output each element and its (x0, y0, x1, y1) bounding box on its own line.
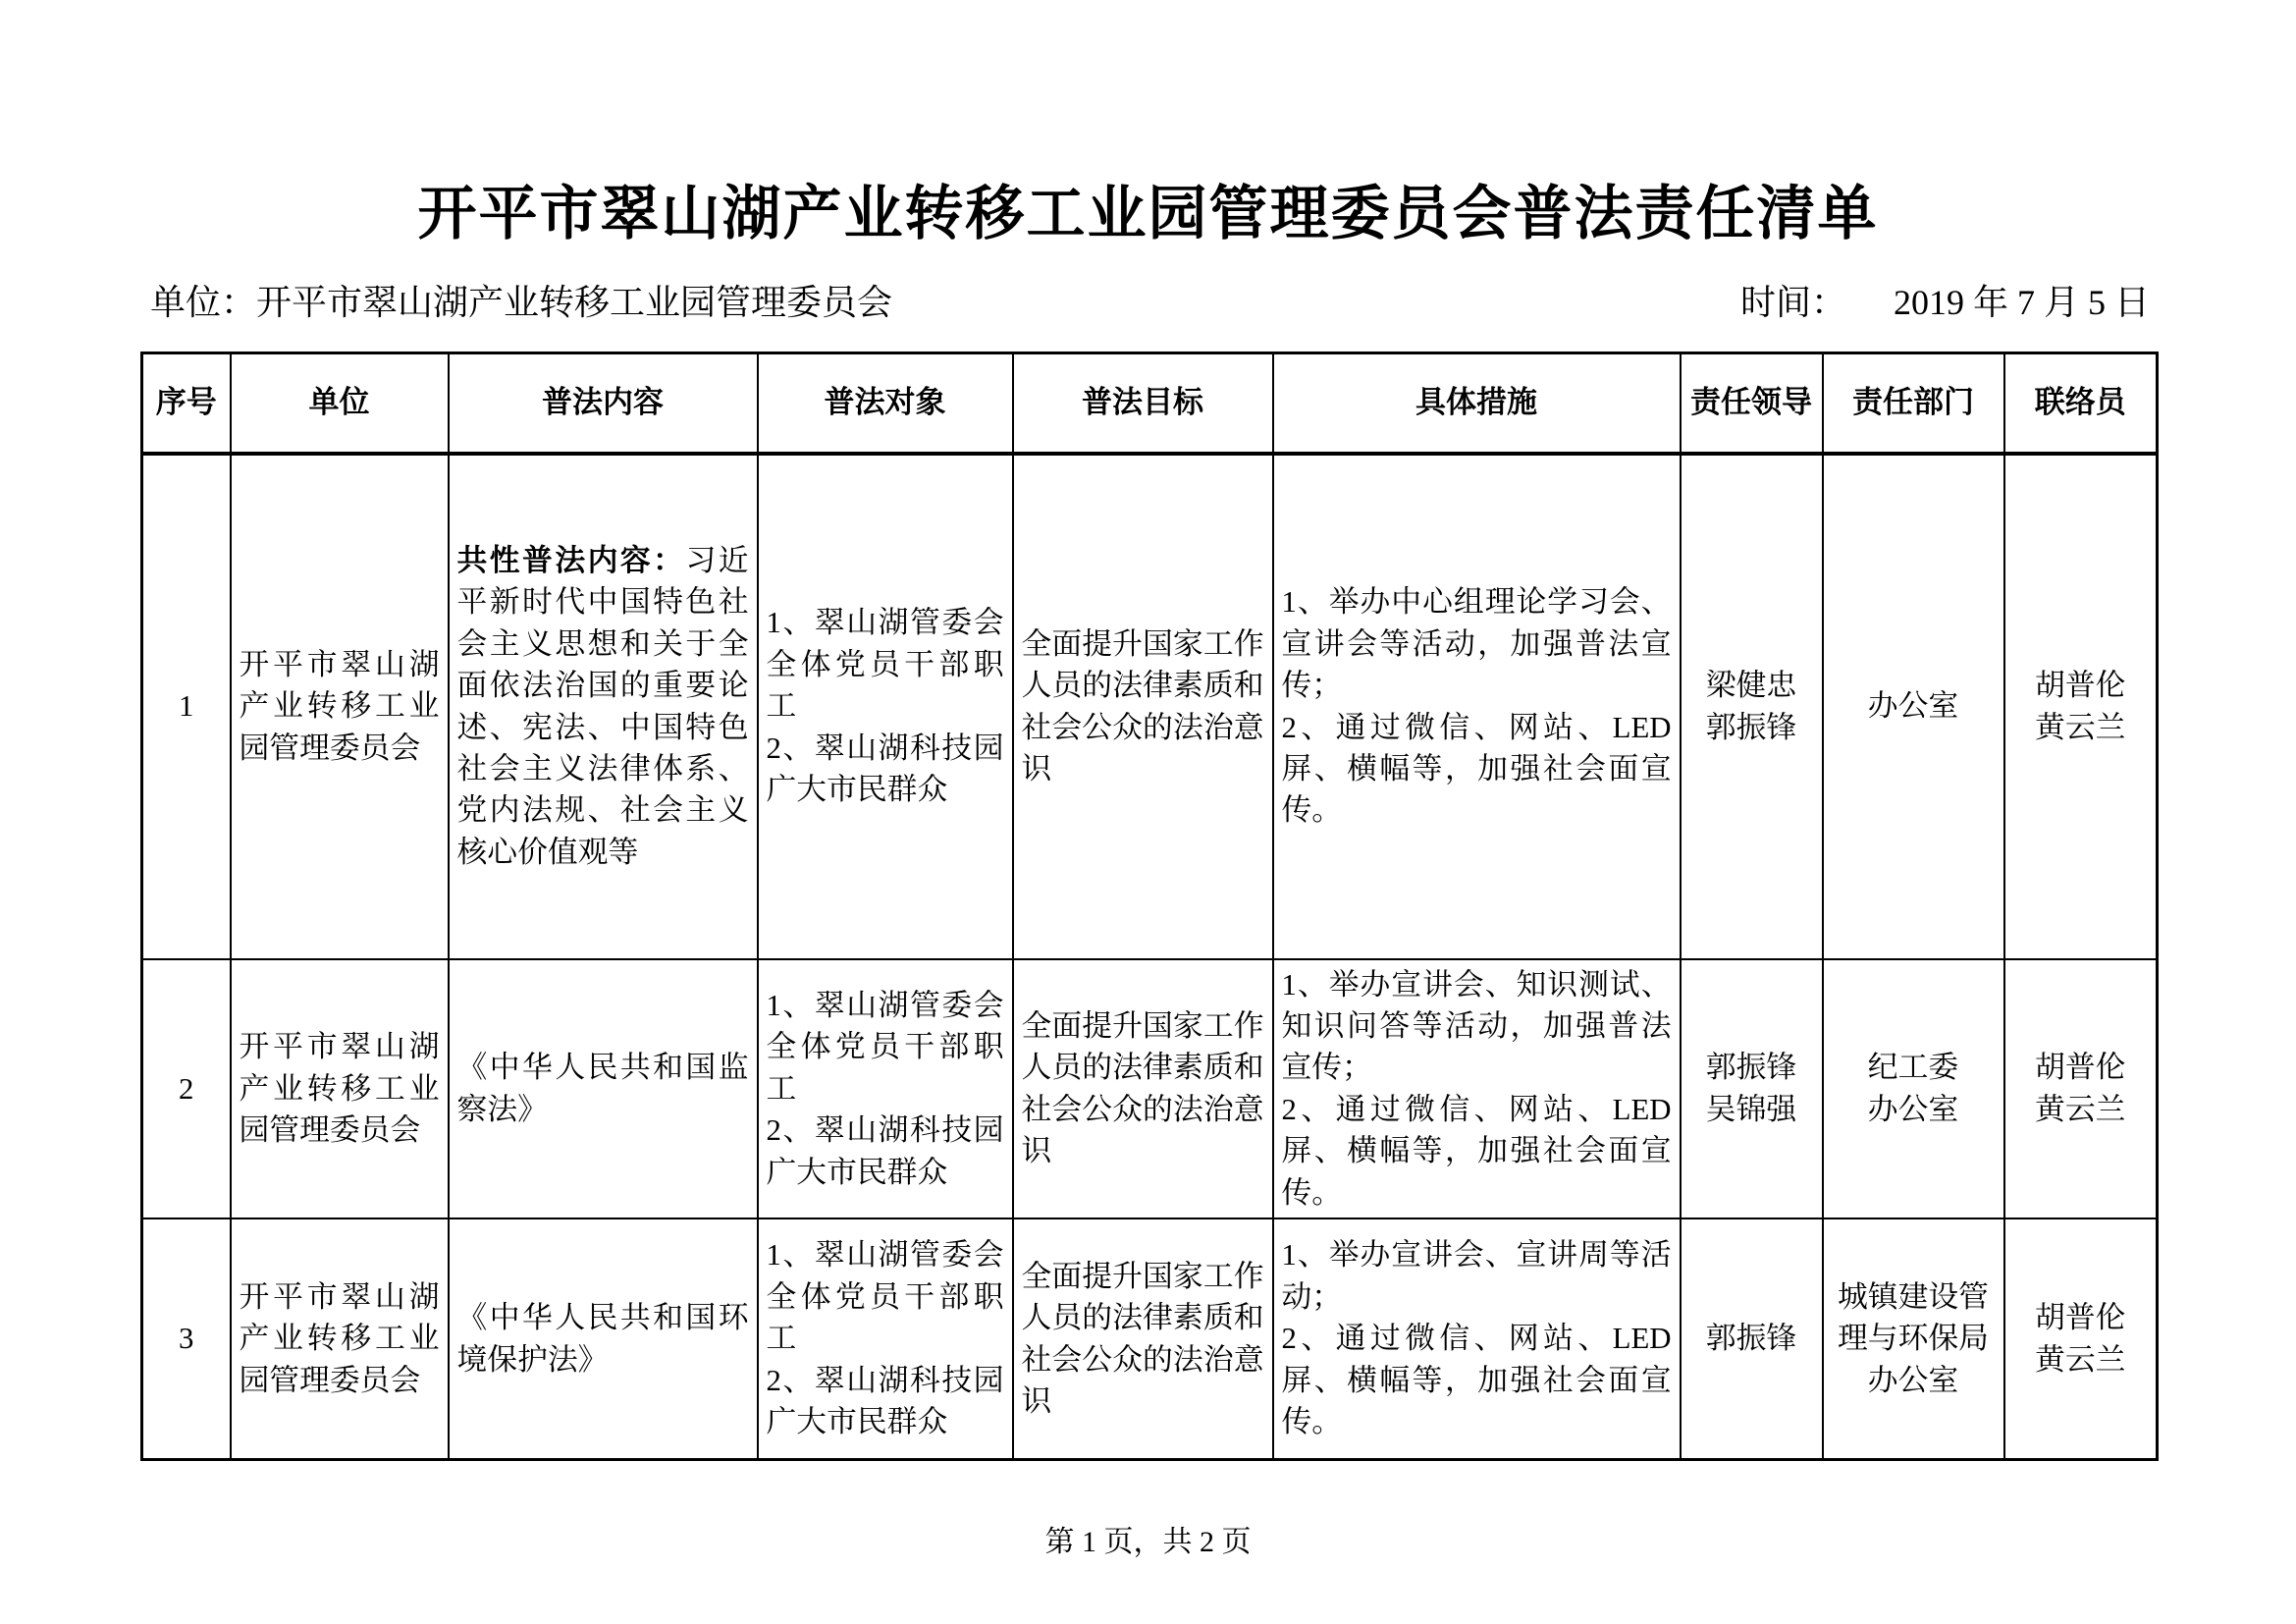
cell-content (449, 454, 758, 959)
measure-item: 2、通过微信、网站、LED屏、横幅等，加强社会面宣传。 (1281, 710, 1672, 828)
date-value: 2019 年 7 月 5 日 (1893, 283, 2150, 322)
content-text: 《中华人民共和国监察法》 (456, 1051, 749, 1126)
cell-department (1823, 1218, 2004, 1459)
cell-measures (1273, 1218, 1681, 1459)
cell-no: 2 (142, 959, 231, 1219)
content-bold-label: 共性普法内容： (456, 543, 686, 577)
cell-liaison (2004, 959, 2158, 1219)
header-cell-measures: 具体措施 (1273, 353, 1681, 454)
liaison-name: 胡普伦 (2035, 669, 2126, 703)
cell-department (1823, 959, 2004, 1219)
header-cell-content: 普法内容 (449, 353, 758, 454)
leader-name: 郭振锋 (1705, 1051, 1797, 1085)
cell-target (758, 454, 1013, 959)
target-item: 1、翠山湖管委会全体党员干部职工 (766, 988, 1004, 1106)
cell-unit: 开平市翠山湖产业转移工业园管理委员会 (231, 1218, 449, 1459)
cell-goal: 全面提升国家工作人员的法律素质和社会公众的法治意识 (1013, 454, 1273, 959)
header-cell-liaison: 联络员 (2004, 353, 2158, 454)
unit-line (140, 275, 892, 325)
liaison-name: 胡普伦 (2035, 1301, 2126, 1335)
cell-liaison (2004, 454, 2158, 959)
liaison-name: 黄云兰 (2035, 710, 2126, 744)
table-row (142, 454, 2158, 959)
date-line (1740, 275, 2156, 325)
responsibility-table (140, 352, 2159, 1461)
cell-goal: 全面提升国家工作人员的法律素质和社会公众的法治意识 (1013, 1218, 1273, 1459)
header-cell-leader: 责任领导 (1681, 353, 1823, 454)
measure-item: 1、举办宣讲会、宣讲周等活动； (1281, 1238, 1672, 1314)
table-row (142, 1218, 2158, 1459)
header-cell-no: 序号 (142, 353, 231, 454)
date-label: 时间： (1739, 283, 1846, 322)
liaison-name: 黄云兰 (2035, 1092, 2126, 1126)
measure-item: 1、举办中心组理论学习会、宣讲会等活动，加强普法宣传； (1281, 585, 1672, 703)
meta-row (140, 275, 2156, 325)
cell-no: 1 (142, 454, 231, 959)
department-line: 办公室 (1867, 689, 1959, 724)
liaison-name: 胡普伦 (2035, 1051, 2126, 1085)
cell-leader (1681, 959, 1823, 1219)
header-cell-department: 责任部门 (1823, 353, 2004, 454)
leader-name: 郭振锋 (1705, 710, 1797, 744)
cell-content (449, 959, 758, 1219)
cell-target (758, 1218, 1013, 1459)
cell-unit: 开平市翠山湖产业转移工业园管理委员会 (231, 959, 449, 1219)
cell-goal: 全面提升国家工作人员的法律素质和社会公众的法治意识 (1013, 959, 1273, 1219)
measure-item: 1、举办宣讲会、知识测试、知识问答等活动，加强普法宣传； (1281, 967, 1672, 1085)
cell-no: 3 (142, 1218, 231, 1459)
measure-item: 2、通过微信、网站、LED屏、横幅等，加强社会面宣传。 (1281, 1092, 1672, 1210)
target-item: 2、翠山湖科技园广大市民群众 (766, 731, 1004, 807)
cell-unit: 开平市翠山湖产业转移工业园管理委员会 (231, 454, 449, 959)
cell-department (1823, 454, 2004, 959)
department-line: 城镇建设管理与环保局办公室 (1838, 1279, 1989, 1397)
page-number-footer: 第 1 页，共 2 页 (1044, 1526, 1252, 1558)
header-cell-target: 普法对象 (758, 353, 1013, 454)
cell-measures (1273, 454, 1681, 959)
header-cell-unit: 单位 (231, 353, 449, 454)
target-item: 1、翠山湖管委会全体党员干部职工 (766, 606, 1004, 724)
content-text: 习近平新时代中国特色社会主义思想和关于全面依法治国的重要论述、宪法、中国特色社会主义法律体系、党内法规、社会主义核心价值观等 (456, 543, 749, 869)
table-row (142, 959, 2158, 1219)
liaison-name: 黄云兰 (2035, 1342, 2126, 1377)
cell-content (449, 1218, 758, 1459)
cell-target (758, 959, 1013, 1219)
target-item: 1、翠山湖管委会全体党员干部职工 (766, 1238, 1004, 1356)
content-text: 《中华人民共和国环境保护法》 (456, 1301, 749, 1377)
target-item: 2、翠山湖科技园广大市民群众 (766, 1113, 1004, 1189)
cell-leader (1681, 454, 1823, 959)
unit-value: 开平市翠山湖产业转移工业园管理委员会 (256, 283, 893, 322)
department-line: 纪工委 (1867, 1051, 1959, 1085)
table-header-row (142, 353, 2158, 454)
leader-name: 梁健忠 (1705, 669, 1797, 703)
cell-liaison (2004, 1218, 2158, 1459)
cell-measures (1273, 959, 1681, 1219)
leader-name: 郭振锋 (1705, 1322, 1797, 1356)
header-cell-goal: 普法目标 (1013, 353, 1273, 454)
page-title: 开平市翠山湖产业转移工业园管理委员会普法责任清单 (417, 181, 1879, 246)
measure-item: 2、通过微信、网站、LED屏、横幅等，加强社会面宣传。 (1281, 1322, 1672, 1439)
target-item: 2、翠山湖科技园广大市民群众 (766, 1363, 1004, 1439)
department-line: 办公室 (1867, 1092, 1959, 1126)
unit-label: 单位： (150, 283, 257, 322)
leader-name: 吴锦强 (1705, 1092, 1797, 1126)
cell-leader (1681, 1218, 1823, 1459)
